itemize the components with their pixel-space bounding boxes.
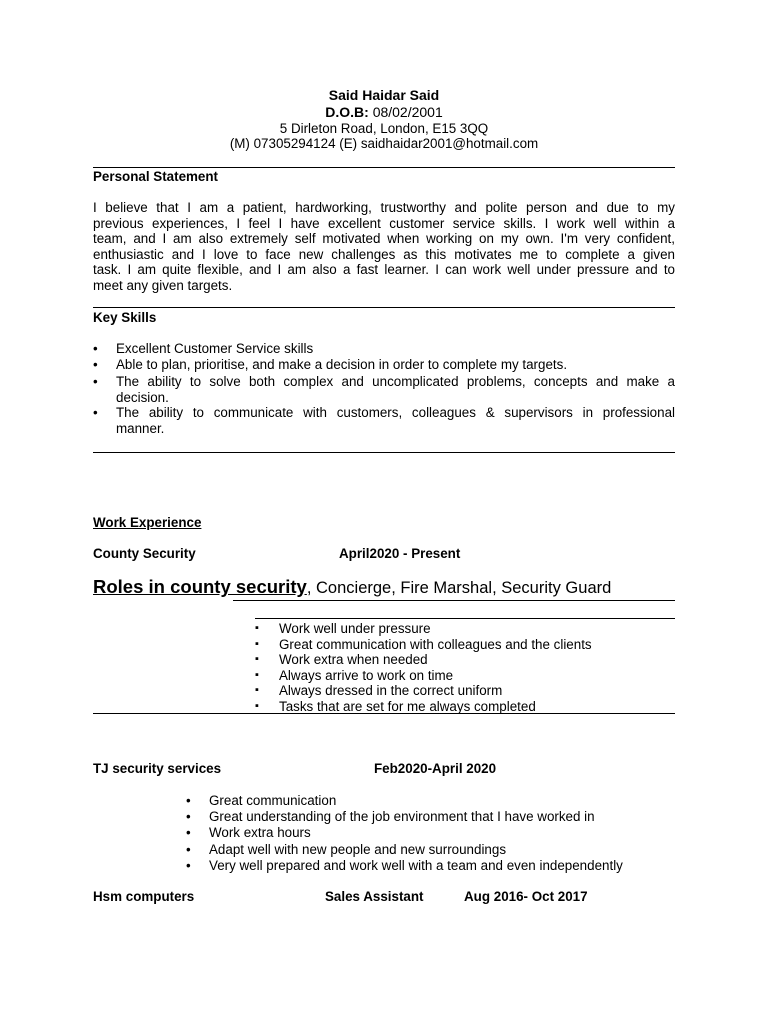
square-bullet-icon: ▪	[255, 668, 259, 681]
duty-text: Great understanding of the job environment that I have worked in	[209, 809, 595, 825]
divider	[93, 307, 675, 308]
list-item	[255, 668, 675, 684]
square-bullet-icon: ▪	[255, 699, 259, 712]
list-item	[93, 374, 675, 405]
dob-label: D.O.B:	[325, 104, 369, 120]
hsm-company: Hsm computers	[93, 889, 195, 904]
skill-text: Able to plan, prioritise, and make a decision in order to complete my targets.	[116, 356, 568, 372]
list-item	[255, 683, 675, 699]
hsm-dates: Aug 2016- Oct 2017	[464, 889, 588, 904]
square-bullet-icon: ▪	[255, 637, 259, 650]
roles-heading	[93, 576, 307, 597]
list-item	[255, 621, 675, 637]
hsm-role: Sales Assistant	[325, 889, 424, 904]
list-item	[186, 809, 675, 825]
divider	[233, 600, 675, 601]
skill-text-continued: manner.	[116, 420, 165, 436]
list-item	[93, 405, 675, 436]
divider	[255, 618, 675, 619]
list-item	[186, 793, 675, 809]
candidate-name: Said Haidar Said	[328, 87, 440, 103]
county-roles-line	[93, 576, 611, 599]
duty-text: Very well prepared and work well with a team and even independently	[209, 857, 623, 873]
bullet-icon: •	[186, 825, 191, 841]
list-item	[93, 341, 675, 357]
divider	[93, 167, 675, 168]
bullet-icon: •	[93, 405, 98, 420]
bullet-icon: •	[186, 793, 191, 808]
divider	[93, 713, 675, 714]
dob-value: 08/02/2001	[372, 104, 443, 120]
bullet-icon: •	[93, 356, 98, 372]
personal-statement-body	[93, 200, 675, 293]
duty-text: Tasks that are set for me always completed	[279, 698, 536, 714]
tj-company: TJ security services	[93, 761, 222, 776]
bullet-icon: •	[186, 857, 191, 873]
list-item	[186, 825, 675, 841]
skill-text: The ability to communicate with customers, colleagues & supervisors in professional	[116, 405, 675, 420]
key-skills-list	[93, 341, 675, 436]
statement-line: task. I am quite flexible, and I am also a fast learner. I can work well under pressure and to	[93, 262, 675, 277]
bullet-icon: •	[93, 374, 98, 389]
address-line: 5 Dirleton Road, London, E15 3QQ	[279, 121, 489, 136]
square-bullet-icon: ▪	[255, 622, 259, 634]
square-bullet-icon: ▪	[255, 684, 259, 696]
duty-text: Adapt well with new people and new surroundings	[209, 841, 507, 857]
duty-text: Work extra hours	[209, 825, 311, 841]
statement-line: previous experiences, I feel I have excellent customer service skills. I work well within a	[93, 215, 675, 231]
skill-text: The ability to solve both complex and uncomplicated problems, concepts and make a	[116, 374, 675, 389]
bullet-icon: •	[186, 841, 191, 857]
divider	[93, 452, 675, 453]
duty-text: Always arrive to work on time	[279, 667, 454, 683]
contact-line: (M) 07305294124 (E) saidhaidar2001@hotmail.com	[229, 136, 539, 151]
list-item	[255, 699, 675, 715]
work-experience-title-text: Work Experience	[93, 515, 202, 530]
work-experience-title	[93, 515, 201, 531]
tj-duties-list	[186, 793, 675, 874]
county-company: County Security	[93, 546, 196, 561]
statement-line: meet any given targets.	[93, 277, 233, 293]
duty-text: Always dressed in the correct uniform	[279, 683, 503, 698]
duty-text: Work well under pressure	[279, 621, 431, 636]
list-item	[186, 842, 675, 858]
list-item	[255, 637, 675, 653]
statement-line: team, and I am also extremely self motivated when working on my own. I'm very confident,	[93, 231, 675, 246]
key-skills-title: Key Skills	[93, 310, 157, 325]
square-bullet-icon: ▪	[255, 653, 259, 665]
dob-line	[93, 104, 675, 121]
list-item	[186, 858, 675, 874]
duty-text: Great communication with colleagues and the clients	[279, 636, 592, 652]
duty-text: Great communication	[209, 793, 337, 808]
county-dates: April2020 - Present	[339, 546, 461, 561]
roles-list: , Concierge, Fire Marshal, Security Guard	[306, 579, 612, 597]
bullet-icon: •	[186, 809, 191, 825]
personal-statement-title: Personal Statement	[93, 169, 219, 184]
tj-dates: Feb2020-April 2020	[374, 761, 497, 776]
bullet-icon: •	[93, 341, 98, 356]
statement-line: enthusiastic and I love to face new challenges as this motivates me to complete a given	[93, 246, 675, 262]
list-item	[255, 652, 675, 668]
skill-text-continued: decision.	[116, 389, 169, 405]
list-item	[93, 357, 675, 373]
statement-line: I believe that I am a patient, hardworking, trustworthy and polite person and due to my	[93, 200, 675, 215]
roles-heading-text: Roles in county security	[93, 576, 307, 597]
duty-text: Work extra when needed	[279, 652, 428, 667]
county-duties-list	[255, 621, 675, 714]
skill-text: Excellent Customer Service skills	[116, 341, 314, 356]
